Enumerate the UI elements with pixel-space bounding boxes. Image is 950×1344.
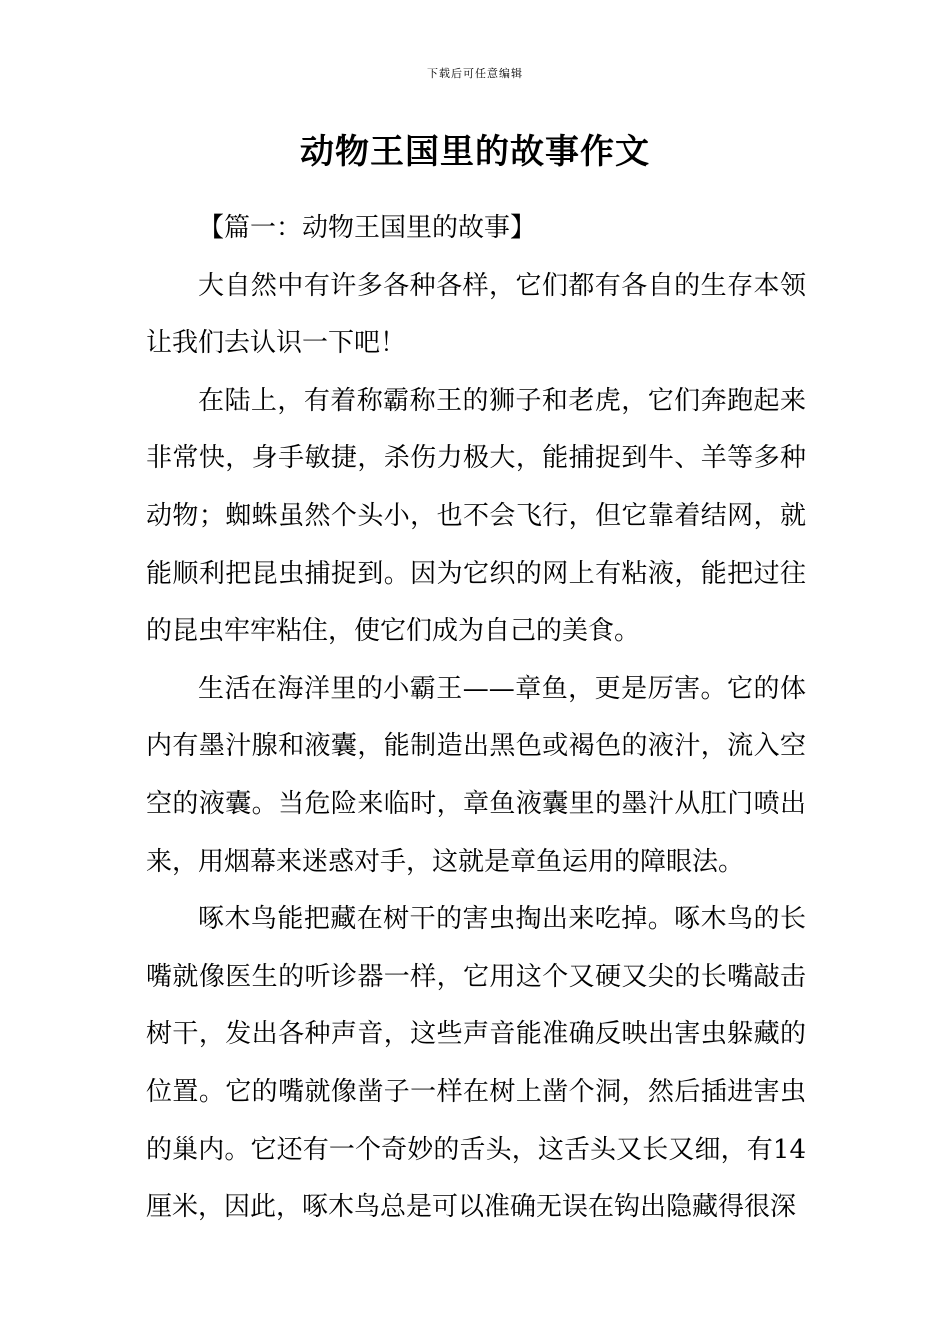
- paragraph-woodpecker: 啄木鸟能把藏在树干的害虫掏出来吃掉。啄木鸟的长嘴就像医生的听诊器一样，它用这个又硬又尖的长嘴敲击树干，发出各种声音，这些声音能准确反映出害虫躲藏的位置。它的嘴就像凿子一样在树上凿个洞，然后插进害虫的巢内。它还有一个奇妙的舌头，这舌头又长又细，有14厘米，因此，啄木鸟总是可以准确无误在钩出隐藏得很深: [146, 904, 806, 1223]
- document-title: 动物王国里的故事作文: [300, 132, 650, 172]
- section-heading: 【篇一：动物王国里的故事】: [198, 213, 537, 243]
- paragraph-land-animals: 在陆上，有着称霸称王的狮子和老虎，它们奔跑起来非常快，身手敏捷，杀伤力极大，能捕捉到牛、羊等多种动物；蜘蛛虽然个头小，也不会飞行，但它靠着结网，就能顺利把昆虫捕捉到。因为它织的网上有粘液，能把过往的昆虫牢牢粘住，使它们成为自己的美食。: [146, 385, 806, 647]
- paragraph-octopus: 生活在海洋里的小霸王——章鱼，更是厉害。它的体内有墨汁腺和液囊，能制造出黑色或褐色的液汁，流入空空的液囊。当危险来临时，章鱼液囊里的墨汁从肛门喷出来，用烟幕来迷惑对手，这就是章鱼运用的障眼法。: [146, 673, 806, 877]
- paragraph-intro: 大自然中有许多各种各样，它们都有各自的生存本领让我们去认识一下吧！: [146, 270, 806, 359]
- header-note: 下载后可任意编辑: [427, 67, 523, 80]
- document-body: [146, 200, 806, 1237]
